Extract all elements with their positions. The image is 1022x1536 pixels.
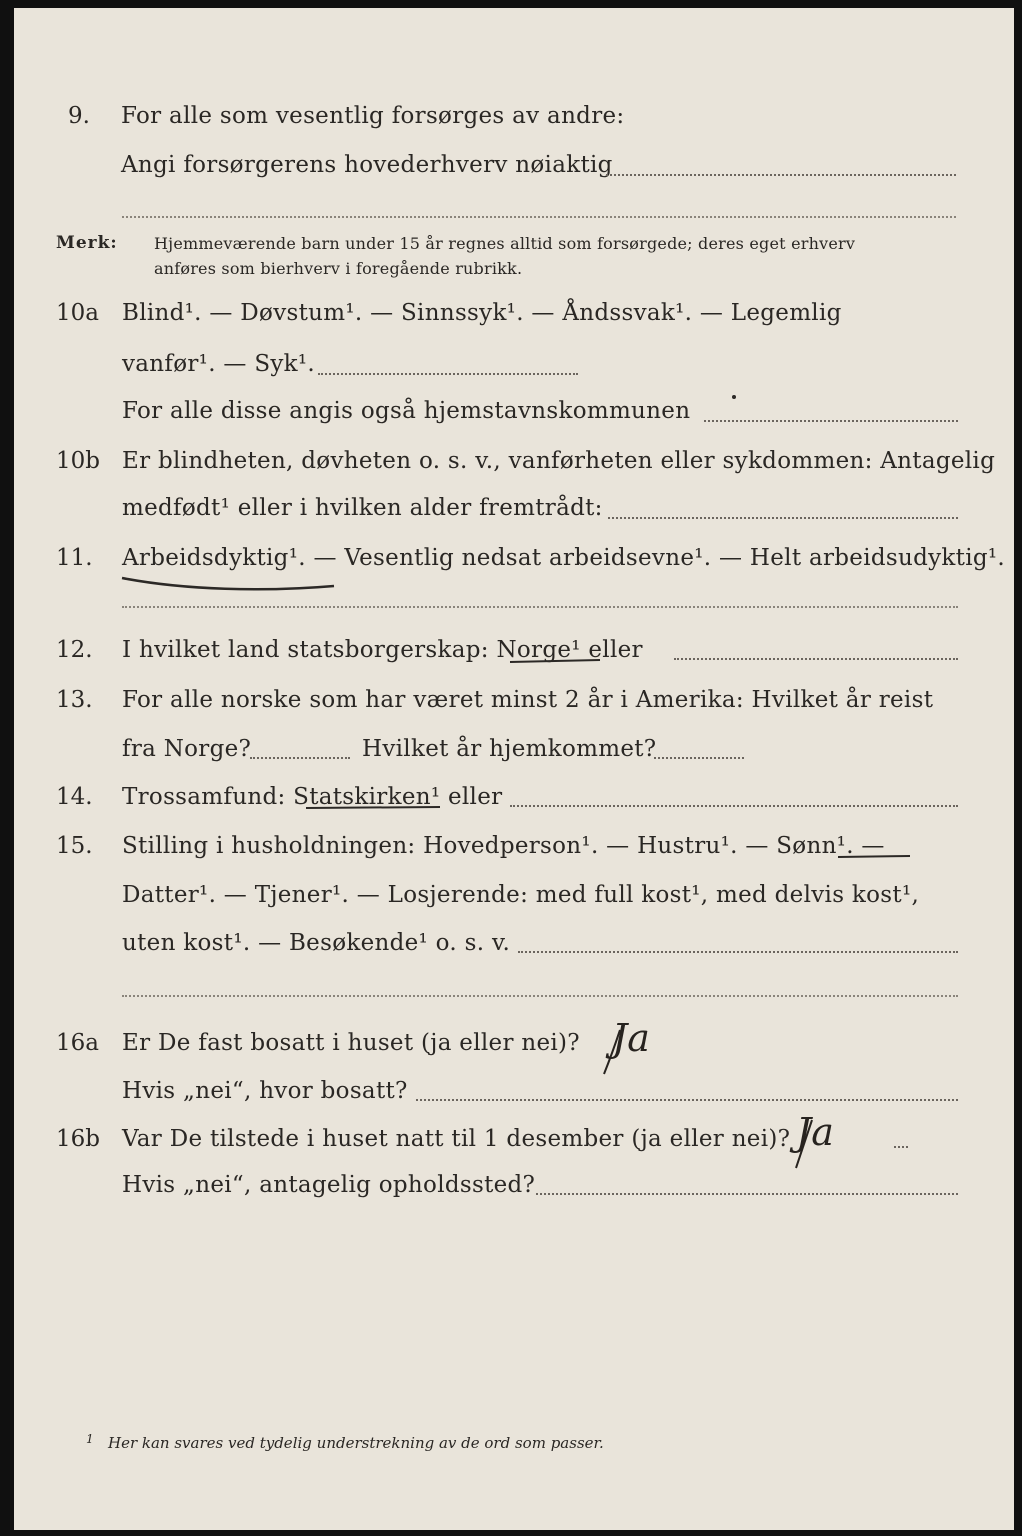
q10a-number: 10a [56,300,99,326]
q15-number: 15. [56,833,93,859]
census-form-page [14,8,1014,1530]
q16a-line1: Er De fast bosatt i huset (ja eller nei)? [122,1030,580,1056]
q10b-number: 10b [56,448,100,474]
q16b-line1: Var De tilstede i huset natt til 1 desember (ja eller nei)? [122,1126,791,1152]
underline-sonn [838,856,910,857]
q13-number: 13. [56,687,93,713]
q16a-line2: Hvis „nei“, hvor bosatt? [122,1078,408,1104]
q10a-line1: Blind¹. — Døvstum¹. — Sinnssyk¹. — Åndssvak¹. — Legemlig [122,300,842,326]
ink-dot [732,395,736,399]
footnote-text: Her kan svares ved tydelig understrekning av de ord som passer. [108,1434,604,1452]
q11-number: 11. [56,545,93,571]
q10b-line1: Er blindheten, døvheten o. s. v., vanførheten eller sykdommen: Antagelig [122,448,996,474]
q16b-line2: Hvis „nei“, antagelig opholdssted? [122,1172,536,1198]
q10a-line3: For alle disse angis også hjemstavnskommunen [122,398,691,424]
merk-line1: Hjemmeværende barn under 15 år regnes alltid som forsørgede; deres eget erhverv [154,234,856,253]
q12-line1: I hvilket land statsborgerskap: Norge¹ eller [122,637,643,663]
q14-number: 14. [56,784,93,810]
merk-line2: anføres som bierhverv i foregående rubrikk. [154,259,523,278]
answer-stroke-16b [796,1120,812,1168]
q16a-number: 16a [56,1030,99,1056]
underline-statskirken [306,807,440,808]
q14-line1: Trossamfund: Statskirken¹ eller [122,784,503,810]
q9-line2: Angi forsørgerens hovederhverv nøiaktig [121,152,613,178]
q10a-line2: vanfør¹. — Syk¹. [122,351,316,377]
q15-line2: Datter¹. — Tjener¹. — Losjerende: med full kost¹, med delvis kost¹, [122,882,920,908]
answer-stroke-16a [604,1030,620,1074]
underline-norge [510,660,600,662]
q13-line2a: fra Norge? [122,736,252,762]
q10b-line2: medfødt¹ eller i hvilken alder fremtrådt: [122,495,603,521]
q13-line1: For alle norske som har været minst 2 år i Amerika: Hvilket år reist [122,687,934,713]
q12-number: 12. [56,637,93,663]
q15-line1: Stilling i husholdningen: Hovedperson¹. — Hustru¹. — Sønn¹. — [122,833,885,859]
q9-number: 9. [68,103,90,129]
q16b-handwritten-answer: Ja [796,1110,834,1154]
q9-line1: For alle som vesentlig forsørges av andre: [121,103,625,129]
q16a-handwritten-answer: Ja [612,1016,650,1060]
q16b-number: 16b [56,1126,100,1152]
q15-line3: uten kost¹. — Besøkende¹ o. s. v. [122,930,511,956]
pencil-marks [14,8,1014,1530]
merk-label: Merk: [56,233,118,253]
q11-line1: Arbeidsdyktig¹. — Vesentlig nedsat arbeidsevne¹. — Helt arbeidsudyktig¹. [122,545,1006,571]
q13-line2b: Hvilket år hjemkommet? [362,736,657,762]
underline-arbeidsdyktig [122,578,334,589]
footnote-mark: 1 [86,1432,94,1446]
